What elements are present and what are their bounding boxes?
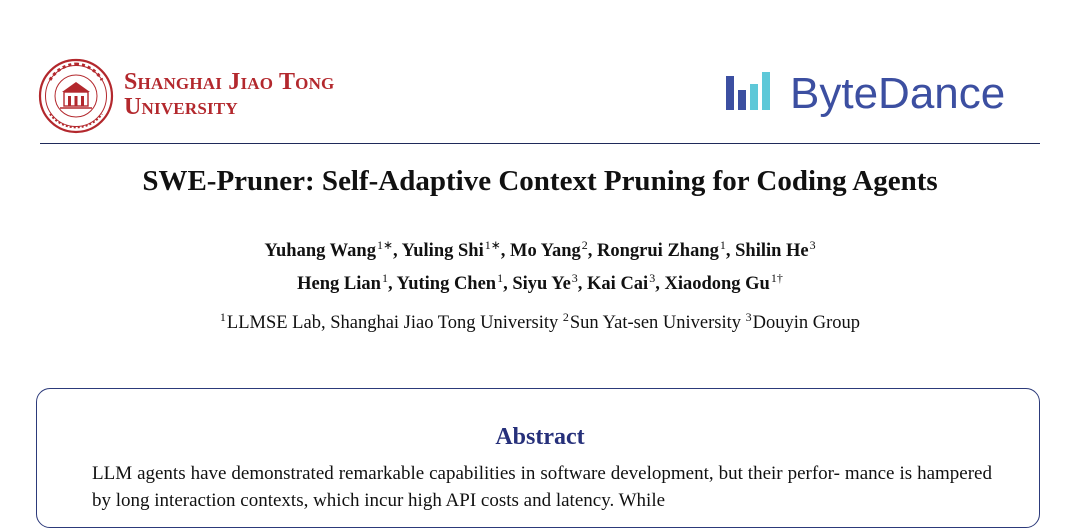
abstract-heading: Abstract xyxy=(495,424,585,450)
affiliation-mark: 1 xyxy=(219,310,226,324)
bytedance-wordmark: ByteDance xyxy=(790,69,1006,118)
author-affiliation-mark: 1 xyxy=(719,238,726,252)
author-affiliation-mark: 3 xyxy=(649,271,656,285)
sjtu-wordmark-line2: University xyxy=(124,94,238,120)
author-list xyxy=(0,232,1080,298)
author-name: Rongrui Zhang xyxy=(597,241,719,261)
author-affiliation-mark: 1∗ xyxy=(376,238,394,252)
author-name: Yuting Chen xyxy=(396,274,497,294)
author-affiliation-mark: 1 xyxy=(497,271,504,285)
author-affiliation-mark: 1 xyxy=(381,271,388,285)
author-name: Mo Yang xyxy=(510,241,581,261)
author-name: Heng Lian xyxy=(297,274,381,294)
author-name: Yuhang Wang xyxy=(264,241,376,261)
affiliation-mark: 3 xyxy=(745,310,752,324)
author-affiliation-mark: 1† xyxy=(770,271,783,285)
affiliation-name: Sun Yat-sen University xyxy=(569,313,742,333)
author-affiliation-mark: 1∗ xyxy=(484,238,501,252)
author-name: Kai Cai xyxy=(587,274,649,294)
sjtu-wordmark xyxy=(124,70,334,120)
bytedance-logo-icon xyxy=(726,72,774,112)
author-affiliation-mark: 3 xyxy=(571,271,578,285)
author-affiliation-mark: 3 xyxy=(809,238,816,252)
author-name: Yuling Shi xyxy=(401,241,484,261)
affiliation-name: Douyin Group xyxy=(752,313,861,333)
affiliation-mark: 2 xyxy=(562,310,569,324)
sjtu-wordmark-line1: Shanghai Jiao Tong xyxy=(124,69,335,95)
author-name: Shilin He xyxy=(735,241,809,261)
author-name: Siyu Ye xyxy=(512,274,571,294)
affiliation-name: LLMSE Lab, Shanghai Jiao Tong University xyxy=(226,313,559,333)
header-divider xyxy=(40,143,1040,144)
affiliations xyxy=(0,310,1080,334)
author-line-2: Heng Lian$^1$, Yuting Chen$^1$, Siyu Ye$^3$, Kai Cai$^3$, Xiaodong $Gu^{1\dagger}$ xyxy=(297,271,783,294)
abstract-text: LLM agents have demonstrated remarkable capabilities in software development, but their perfor- mance is hampered by long interaction contexts, which incur high API costs and latency. While xyxy=(92,463,992,511)
author-affiliation-mark: 2 xyxy=(581,238,588,252)
header-logos xyxy=(0,0,1080,140)
sjtu-seal-icon xyxy=(38,58,114,134)
author-name: Xiaodong Gu xyxy=(664,274,770,294)
author-line-1: Yuhang Wang$^{1∗}$, Yuling Shi$^{1∗}$, Mo Yang$^2$, Rongrui Zhang$^1$, Shilin He$^3$ xyxy=(264,238,816,261)
paper-title: SWE-Pruner: Self-Adaptive Context Pruning for Coding Agents xyxy=(142,165,938,197)
